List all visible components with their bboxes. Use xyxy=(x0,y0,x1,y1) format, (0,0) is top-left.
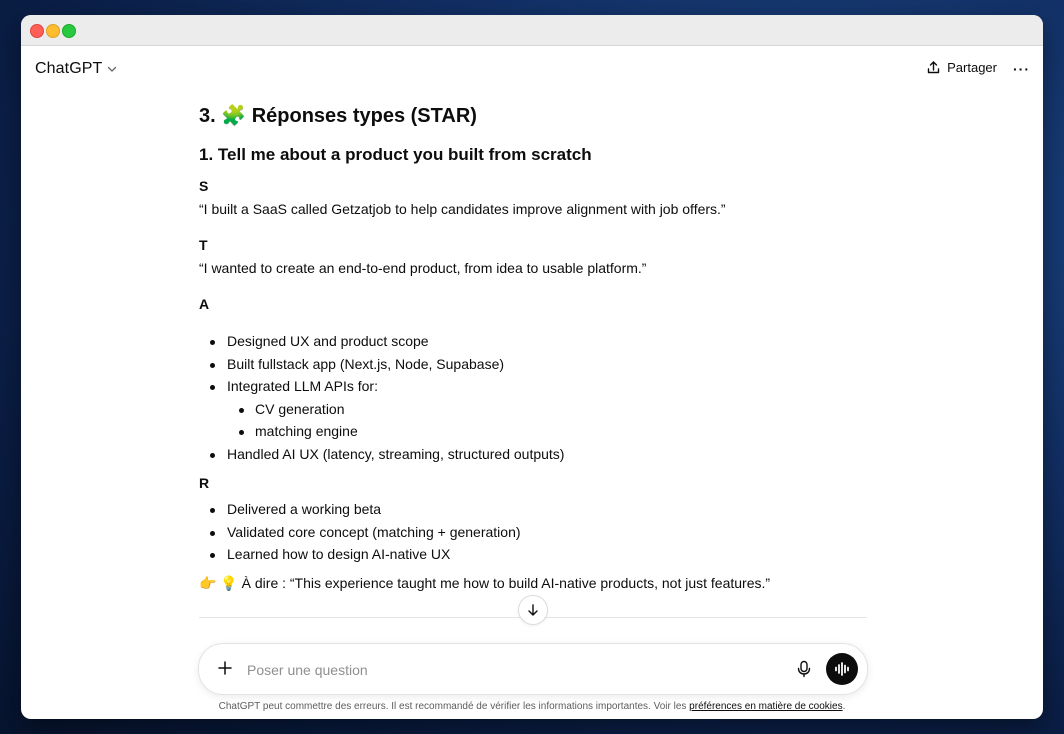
sub-list-item: CV generation xyxy=(255,401,345,417)
arrow-down-icon xyxy=(526,603,540,617)
question-title: 1. Tell me about a product you built from scratch xyxy=(199,145,592,164)
star-s-text: “I built a SaaS called Getzatjob to help candidates improve alignment with job offers.” xyxy=(199,201,726,217)
disclaimer-end: . xyxy=(842,701,846,712)
title-bar xyxy=(21,15,1043,46)
app-window xyxy=(21,15,1043,719)
star-t-label: T xyxy=(199,237,208,253)
voice-mode-button[interactable] xyxy=(826,653,858,685)
tip-line xyxy=(199,575,770,592)
more-options-button[interactable]: ··· xyxy=(1013,61,1030,77)
share-button[interactable] xyxy=(926,60,997,75)
list-item: Designed UX and product scope xyxy=(227,333,429,349)
section-title: 3. 🧩 Réponses types (STAR) xyxy=(199,105,477,127)
close-window-button[interactable] xyxy=(30,24,44,38)
scroll-to-bottom-button[interactable] xyxy=(518,595,548,625)
list-item: Learned how to design AI-native UX xyxy=(227,546,451,562)
star-r-label: R xyxy=(199,475,210,491)
star-t-text: “I wanted to create an end-to-end product, from idea to usable platform.” xyxy=(199,260,647,276)
list-item: Built fullstack app (Next.js, Node, Supabase) xyxy=(227,356,505,372)
plus-icon[interactable] xyxy=(216,659,234,677)
star-s-label: S xyxy=(199,178,209,194)
app-header xyxy=(21,46,1043,92)
model-selector[interactable] xyxy=(35,60,118,78)
zoom-window-button[interactable] xyxy=(62,24,76,38)
list-item: Delivered a working beta xyxy=(227,501,382,517)
cookie-preferences-link[interactable]: préférences en matière de cookies xyxy=(689,701,843,712)
microphone-icon[interactable] xyxy=(796,660,812,678)
voice-waveform-icon xyxy=(834,662,850,676)
share-icon xyxy=(926,60,941,75)
tip-emoji-icons: 👉 💡 xyxy=(199,575,238,591)
disclaimer-footer xyxy=(21,701,1043,712)
star-a-label: A xyxy=(199,296,210,312)
minimize-window-button[interactable] xyxy=(46,24,60,38)
sub-list-item: matching engine xyxy=(255,423,358,439)
model-label: ChatGPT xyxy=(35,60,103,77)
share-label: Partager xyxy=(947,60,997,75)
list-item: Validated core concept (matching + generation) xyxy=(227,524,521,540)
chevron-down-icon xyxy=(106,63,118,75)
list-item: Handled AI UX (latency, streaming, structured outputs) xyxy=(227,446,565,462)
disclaimer-text: ChatGPT peut commettre des erreurs. Il est recommandé de vérifier les informations importantes. Voir les xyxy=(218,701,690,712)
list-item: Integrated LLM APIs for: xyxy=(227,378,378,394)
tip-text: À dire : “This experience taught me how to build AI-native products, not just features.” xyxy=(241,575,771,591)
composer xyxy=(198,643,868,695)
prompt-input[interactable] xyxy=(245,658,769,682)
